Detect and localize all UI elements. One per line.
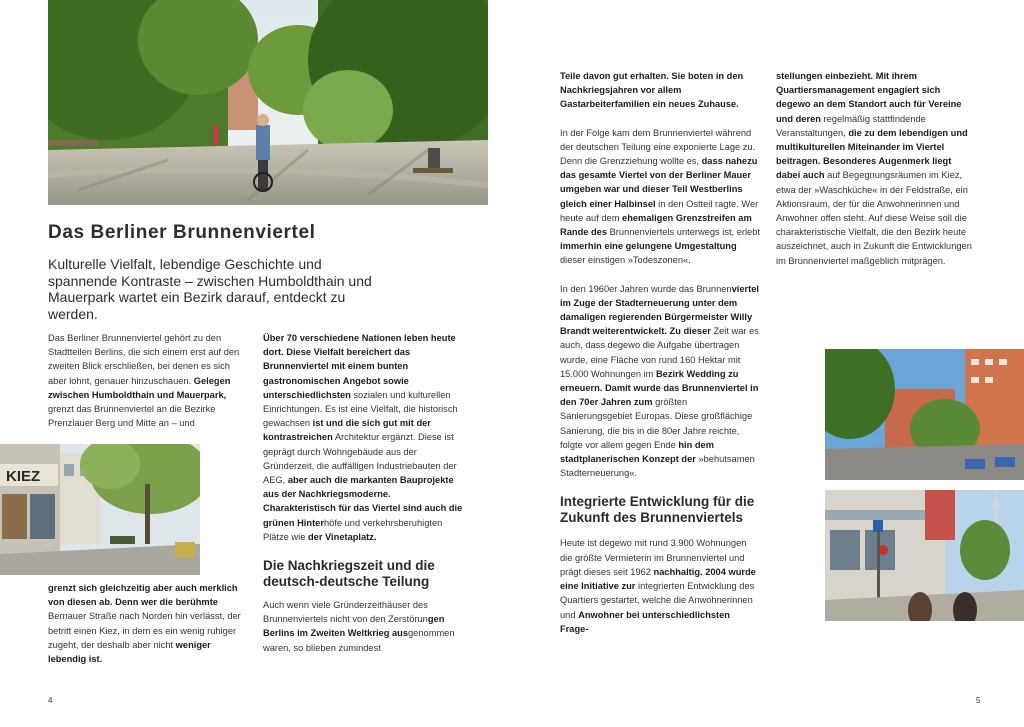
- lead-paragraph: Kulturelle Vielfalt, lebendige Geschichte und spannende Kontraste – zwischen Humboldthain und Mauerpark wartet ein Bezirk darauf, entdeckt zu werden.: [48, 256, 372, 322]
- text-run: immerhin eine gelungene Umgestaltung: [560, 241, 737, 252]
- text-run: Anwohner bei unterschiedlichsten Frage-: [560, 609, 730, 634]
- text-run: Über 70 verschiedene Nationen leben heute dort. Diese Vielfalt bereichert das Brunnenviertel mit einem bunten gastronomischen Angebot sowie unterschiedlichsten: [263, 333, 456, 400]
- text-run: In der Folge kam dem Brunnenviertel während der deutschen Teilung eine exponierte Lage zu. Denn die Grenzziehung wollte es,: [560, 127, 756, 167]
- section-heading: Integrierte Entwicklung für die Zukunft des Brunnenviertels: [560, 494, 755, 526]
- paragraph: [560, 126, 760, 268]
- text-run: gen Berlins im Zweiten Weltkrieg aus: [263, 614, 445, 639]
- paragraph: [48, 331, 246, 430]
- text-run: grenzt das Brunnenviertel an die Bezirke Prenzlauer Berg und Mitte an – und: [48, 404, 216, 429]
- text-run: genommen waren, so blieben zumindest: [263, 628, 455, 653]
- text-run: weniger lebendig ist.: [48, 639, 211, 665]
- text-run: ist und die sich gut mit der kontrastreichen: [263, 418, 431, 443]
- housing-street-photo: [825, 349, 1024, 480]
- column-2: [263, 331, 463, 655]
- text-run: management engagiert sich degewo an dem Standort auch für Vereine und deren: [776, 85, 962, 124]
- section-heading: Die Nachkriegszeit und die deutsch-deutsche Teilung: [263, 558, 435, 590]
- paragraph: [263, 331, 463, 544]
- page-title: Das Berliner Brunnenviertel: [48, 222, 316, 243]
- paragraph: [560, 282, 760, 481]
- text-run: höfe und verkehrsberuhigten Plätze wie: [263, 517, 443, 542]
- page-number-left: 4: [48, 696, 53, 705]
- text-run: nachhaltig. 2004 wurde eine Initiative zur: [560, 566, 756, 592]
- text-run: größten Sanierungsgebiet Europas. Diese großflächige Sanierung, die bis in die 80er Jahre reichte, folgte vor allem gegen Ende: [560, 397, 753, 450]
- storefront-sign: KIEZ: [6, 468, 41, 485]
- paragraph: [776, 69, 972, 268]
- column-1-bottom: [48, 581, 246, 666]
- text-run: Bernauer Straße nach Norden hin verlässt, der betritt einen Kiez, in dem es ein wenig ruhiger zugeht, der deshalb aber nicht: [48, 611, 241, 650]
- column-1-top: [48, 331, 246, 430]
- text-run: dass nahezu das gesamte Viertel von der Berliner Mauer umgeben war und dieser Teil Westberlins gleich einer Halbinsel: [560, 156, 758, 209]
- text-run: die zu dem lebendigen und multikulturellen Miteinander im Viertel beitragen. Besonderes Augenmerk liegt dabei auch: [776, 127, 968, 181]
- text-run: grenzt sich gleichzeitig aber auch merklich von diesen ab. Denn wer die berühmte: [48, 583, 238, 608]
- text-run: Brunnenviertels unterwegs ist, erlebt: [607, 227, 760, 238]
- text-run: regelmäßig stattfindende Veranstaltungen,: [776, 113, 926, 138]
- text-run: Bezirk Wedding zu erneuern. Damit wurde das Brunnenviertel in den 70er Jahren zum: [560, 368, 759, 408]
- text-run: dieser einstigen »Todeszonen«.: [560, 255, 691, 266]
- text-run: Das Berliner Brunnenviertel gehört zu den Stadtteilen Berlins, die sich einem erst auf den zweiten Blick erschließen, bei denen es sich aber lohnt, genauer hinzuschauen.: [48, 333, 240, 386]
- text-run: sozialen und kulturellen Einrichtungen. Es ist eine Vielfalt, die historisch gewachsen: [263, 389, 458, 429]
- text-run: ehemaligen Grenzstreifen am Rande des: [560, 212, 752, 238]
- text-run: stellungen einbezieht. Mit ihrem Quartiers: [776, 71, 918, 96]
- text-run: auf Begegnungsräumen im Kiez, etwa der »Waschküche« in der Feldstraße, ein Aktionsraum, der für die Anwohnerinnen und Anwohner offen steht. Auf diese Weise soll die charakteristische Vielfalt, die den Bezirk heute auszeichnet, auch in Zukunft die Entwicklungen im Brunnenviertel maßgeblich mitprägen.: [776, 170, 972, 266]
- street-storefront-photo: [0, 444, 200, 575]
- text-run: der Vinetaplatz.: [307, 531, 377, 542]
- text-run: integrierten Entwicklung des Quartiers gestartet, welche die Anwohnerinnen und: [560, 581, 755, 620]
- text-run: Heute ist degewo mit rund 3.900 Wohnungen die größte Vermieterin im Brunnenviertel und prägt dieses seit 1962: [560, 538, 747, 577]
- text-run: »behutsamen Stadterneuerung«.: [560, 454, 755, 479]
- shopping-street-photo: [825, 490, 1024, 621]
- park-photo: [48, 0, 488, 205]
- page-number-right: 5: [976, 696, 981, 705]
- paragraph: [263, 598, 463, 655]
- column-3: [560, 69, 760, 636]
- paragraph: [560, 69, 760, 112]
- text-run: Teile davon gut erhalten. Sie boten in den Nachkriegsjahren vor allem Gastarbeiterfamilien ein neues Zuhause.: [560, 71, 744, 110]
- column-4: [776, 69, 972, 268]
- paragraph: [48, 581, 246, 666]
- text-run: Gelegen zwischen Humboldthain und Mauerpark,: [48, 375, 231, 400]
- text-run: In den 1960er Jahren wurde das Brunnen: [560, 283, 732, 294]
- text-run: in den Ostteil ragte. Wer heute auf dem: [560, 198, 759, 223]
- text-run: hin dem stadtplanerischen Konzept der: [560, 439, 714, 465]
- paragraph: [560, 536, 760, 635]
- text-run: Architektur ergänzt. Diese ist geprägt durch Wohngebäude aus der Gründerzeit, die auffälligen Industriebauten der AEG,: [263, 432, 457, 486]
- text-run: aber auch die markanten Bauprojekte aus der Nachkriegsmoderne. Charakteristisch für das Viertel sind auch die grünen Hinter: [263, 475, 463, 528]
- text-run: Zeit war es auch, dass degewo die Aufgabe übertragen wurde, eine Fläche von rund 160 Hektar mit 15.000 Wohnungen im: [560, 326, 759, 379]
- text-run: Auch wenn viele Gründerzeithäuser des Brunnenviertels nicht von den Zerstörun: [263, 600, 428, 625]
- text-run: viertel im Zuge der Stadterneuerung unter dem damaligen regierenden Bürgermeister Willy Brandt weiterentwickelt. Zu dieser: [560, 283, 760, 337]
